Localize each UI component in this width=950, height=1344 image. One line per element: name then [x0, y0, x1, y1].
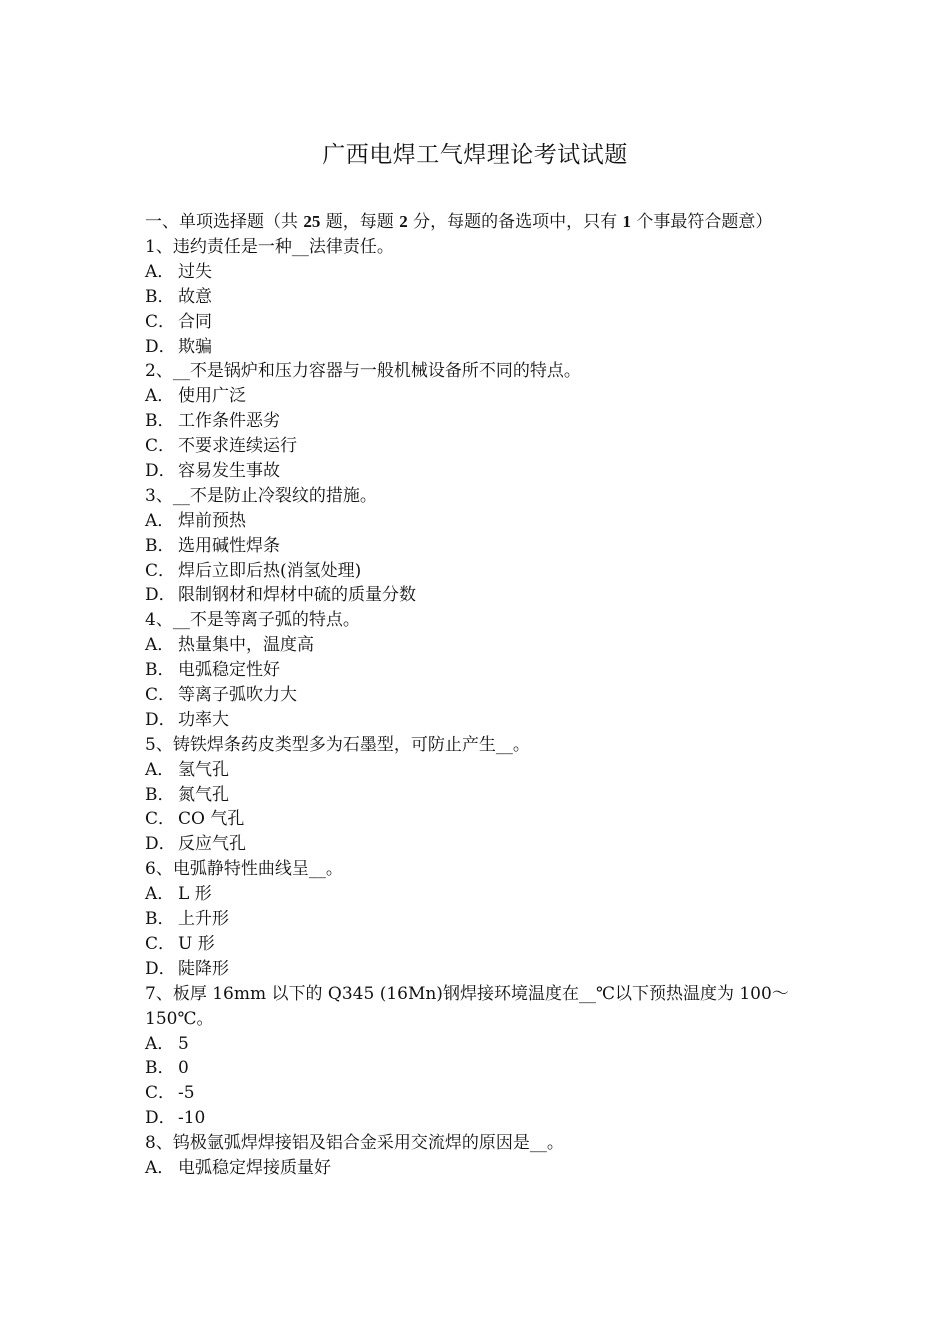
question-stem: 5、铸铁焊条药皮类型多为石墨型，可防止产生__。 [145, 734, 530, 755]
option [145, 335, 810, 360]
option-text: 电弧稳定性好 [178, 660, 280, 681]
option-letter: A． [145, 386, 175, 407]
question-stem: 4、__不是等离子弧的特点。 [145, 610, 360, 631]
option [145, 260, 810, 285]
option-text: 等离子弧吹力大 [178, 685, 297, 706]
option [145, 434, 810, 459]
section-intro-text: 分，每题的备选项中，只有 [407, 212, 623, 232]
option-letter: D． [145, 958, 176, 979]
option-letter: B． [145, 909, 175, 930]
option [145, 1106, 810, 1131]
option-text: 氮气孔 [178, 784, 229, 805]
option-letter: A． [145, 1033, 175, 1054]
option-letter: D． [145, 585, 176, 606]
option [145, 907, 810, 932]
option [145, 459, 810, 484]
option-letter: C． [145, 933, 176, 954]
option [145, 832, 810, 857]
option-text: 容易发生事故 [178, 461, 280, 482]
option-letter: A． [145, 261, 175, 282]
option [145, 633, 810, 658]
question-count: 25 [303, 212, 321, 231]
option-letter: C． [145, 560, 176, 581]
question-stem: 1、违约责任是一种__法律责任。 [145, 237, 394, 257]
option [145, 658, 810, 683]
option-letter: B． [145, 784, 175, 805]
option-text: 氢气孔 [178, 759, 229, 780]
option [145, 583, 810, 608]
question-list [145, 210, 810, 1181]
option-text: 使用广泛 [178, 386, 246, 407]
option [145, 882, 810, 907]
option-text: 选用碱性焊条 [178, 535, 280, 556]
option [145, 1156, 810, 1181]
option-letter: B． [145, 286, 175, 307]
section-heading [145, 210, 810, 234]
option [145, 509, 810, 534]
option [145, 1056, 810, 1081]
option-text: 欺骗 [178, 336, 212, 357]
option-text: -5 [178, 1083, 195, 1104]
option-letter: D． [145, 336, 176, 357]
option [145, 534, 810, 559]
option-text: 5 [178, 1033, 189, 1054]
option [145, 957, 810, 982]
option-letter: C． [145, 685, 176, 706]
correct-option-count: 1 [622, 212, 632, 231]
option-text: 工作条件恶劣 [178, 411, 280, 432]
option [145, 783, 810, 808]
option-text: L 形 [178, 884, 212, 905]
option [145, 1032, 810, 1057]
option-text: 焊前预热 [178, 510, 246, 531]
option-text: 限制钢材和焊材中硫的质量分数 [178, 585, 416, 606]
question-stem: 8、钨极氩弧焊焊接铝及铝合金采用交流焊的原因是__。 [145, 1133, 564, 1154]
question-stem: 6、电弧静特性曲线呈__。 [145, 859, 343, 880]
question-stem: 7、板厚 16mm 以下的 Q345 (16Mn)钢焊接环境温度在__℃以下预热温度为 100～150℃。 [145, 983, 789, 1029]
option-letter: D． [145, 834, 176, 855]
option-text: 热量集中，温度高 [178, 635, 314, 656]
question-stem: 2、__不是锅炉和压力容器与一般机械设备所不同的特点。 [145, 361, 581, 382]
option-text: 陡降形 [178, 958, 229, 979]
points-per-question: 2 [399, 212, 408, 231]
option-text: 合同 [178, 311, 212, 332]
option-text: -10 [178, 1108, 206, 1129]
option [145, 807, 810, 832]
option-letter: B． [145, 535, 175, 556]
option-text: 不要求连续运行 [178, 436, 297, 457]
option [145, 409, 810, 434]
option-text: U 形 [178, 933, 215, 954]
option-text: 故意 [178, 286, 212, 307]
option-letter: A． [145, 510, 175, 531]
option-letter: C． [145, 311, 176, 332]
option [145, 683, 810, 708]
option-letter: B． [145, 411, 175, 432]
option [145, 310, 810, 335]
option-text: 过失 [178, 261, 212, 282]
option-text: 电弧稳定焊接质量好 [178, 1157, 331, 1178]
option-letter: D． [145, 1108, 176, 1129]
option-text: 焊后立即后热(消氢处理) [178, 560, 362, 581]
option-letter: A． [145, 759, 175, 780]
option [145, 559, 810, 584]
option-text: 上升形 [178, 909, 229, 930]
section-intro-text: 题，每题 [320, 212, 400, 232]
option-letter: D． [145, 709, 176, 730]
option [145, 758, 810, 783]
option-letter: A． [145, 1157, 175, 1178]
option [145, 285, 810, 310]
option [145, 384, 810, 409]
option-letter: C． [145, 809, 176, 830]
option-letter: B． [145, 660, 175, 681]
option-letter: A． [145, 635, 175, 656]
option-letter: B． [145, 1058, 175, 1079]
section-intro-text: 个事最符合题意） [631, 212, 773, 232]
option-letter: D． [145, 461, 176, 482]
option-text: 反应气孔 [178, 834, 246, 855]
question-stem: 3、__不是防止冷裂纹的措施。 [145, 485, 377, 506]
option [145, 708, 810, 733]
option-text: 0 [178, 1058, 189, 1079]
option-letter: C． [145, 1083, 176, 1104]
option-letter: C． [145, 436, 176, 457]
option-letter: A． [145, 884, 175, 905]
option [145, 1081, 810, 1106]
option-text: 功率大 [178, 709, 229, 730]
option-text: CO 气孔 [178, 809, 245, 830]
page-title: 广西电焊工气焊理论考试试题 [322, 142, 628, 168]
option [145, 932, 810, 957]
section-intro-text: 一、单项选择题（共 [145, 212, 304, 232]
